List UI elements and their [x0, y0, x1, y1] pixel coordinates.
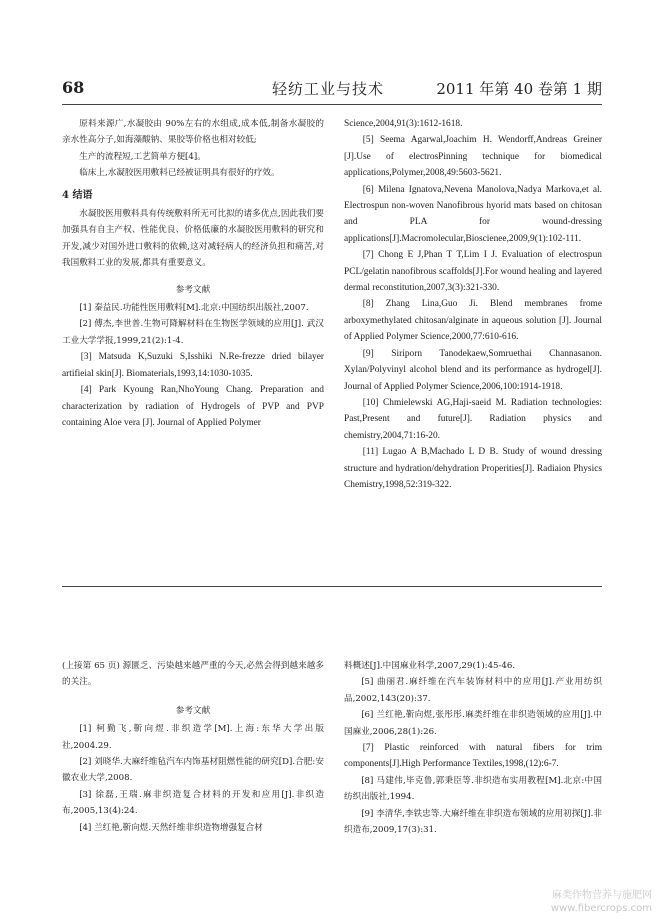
running-header	[62, 78, 602, 100]
top-left-column	[62, 116, 324, 431]
reference-continued: Science,2004,91(3):1612-1618.	[344, 119, 463, 129]
reference-item: [2] 刘晓华.大麻纤维毡汽车内饰基材阻燃性能的研究[D].合肥:安徽农业大学,2008.	[62, 757, 324, 784]
reference-item: [2] 傅杰,李世普.生物可降解材料在生物医学领域的应用[J]. 武汉工业大学学报,1999,21(2):1-4.	[62, 319, 324, 346]
journal-title: 轻纺工业与技术	[272, 80, 385, 98]
issue-info: 2011 年第 40 卷第 1 期	[436, 80, 602, 98]
reference-item: [7] Plastic reinforced with natural fibers for trim components[J].High Performance Textiles,1998,(12):6-7.	[344, 743, 602, 770]
section-heading: 4 结语	[62, 189, 93, 201]
bottom-right-column	[344, 658, 602, 838]
reference-item: [5] 曲丽君.麻纤维在汽车装饰材料中的应用[J].产业用纺织品,2002,143(20):37.	[344, 677, 602, 704]
reference-continued: 料概述[J].中国麻业科学,2007,29(1):45-46.	[344, 661, 516, 671]
references-heading: 参考文献	[175, 705, 211, 716]
reference-item: [3] Matsuda K,Suzuki S,Isshiki N.Re-frezze dried bilayer artifieial skin[J]. Biomaterials,1993,14:1030-1035.	[62, 352, 324, 379]
bottom-left-column	[62, 658, 324, 836]
reference-item: [5] Seema Agarwal,Joachim H. Wendorff,Andreas Greiner [J].Use of electrosPinning technique for biomedical applications,Polymer,2008,49:5603-5621.	[344, 135, 602, 179]
paragraph: 原料来源广,水凝胶由 90%左右的水组成,成本低,制备水凝胶的亲水性高分子,如海藻酸钠、果胶等价格也相对较低;	[62, 119, 324, 146]
watermark-url: www.fibercrops.com	[550, 903, 652, 914]
reference-item: [11] Lugao A B,Machado L D B. Study of wound dressing structure and hydration/dehydration Properities[J]. Radiaion Physics Chemistry,1998,52:319-322.	[344, 447, 602, 490]
reference-item: [1] 柯勤飞,靳向煜.非织造学[M].上海:东华大学出版社,2004.29.	[62, 724, 324, 751]
top-right-column	[344, 116, 602, 493]
paragraph: 生产的流程短,工艺简单方便[4]。	[79, 151, 206, 162]
continued-paragraph: (上接第 65 页) 源匮乏、污染越来越严重的今天,必然会得到越来越多的关注。	[62, 661, 324, 688]
reference-item: [10] Chmielewski AG,Haji-saeid M. Radiation technologies: Past,Present and future[J]. Radiation physics and chemistry,2004,71:16-20.	[344, 397, 602, 441]
header-rule	[62, 104, 602, 105]
reference-item: [3] 徐磊,王瑞.麻非织造复合材料的开发和应用[J].非织造布,2005,13(4):24.	[62, 789, 324, 817]
paragraph: 临床上,水凝胶医用敷料已经被证明具有很好的疗效。	[79, 168, 280, 179]
watermark	[551, 889, 652, 915]
page-number: 68	[62, 78, 85, 97]
reference-item: [9] Siriporn Tanodekaew,Somruethai Channasanon. Xylan/Polyvinyl alcohol blend and its performance as hydrogel[J]. Journal of Applied Polymer Science,2006,100:1914-1918.	[344, 348, 602, 392]
references-heading: 参考文献	[175, 284, 211, 295]
conclusion-paragraph: 水凝胶医用敷料具有传统敷料所无可比拟的诸多优点,因此我们要加强具有自主产权、性能优良、价格低廉的水凝胶医用敷料的研究和开发,减少对国外进口敷料的依赖,这对减轻病人的经济负担和痛苦,对我国敷料工业的发展,都具有重要意义。	[62, 209, 324, 269]
reference-item: [8] 马建伟,毕克鲁,郭秉臣等.非织造布实用教程[M].北京:中国纺织出版社,1994.	[344, 775, 602, 803]
section-divider	[62, 586, 602, 587]
reference-item: [6] 兰红艳,靳向煜,张彤彤.麻类纤维在非织造领域的应用[J].中国麻业,2006,28(1):26.	[344, 710, 602, 737]
reference-item: [4] Park Kyoung Ran,NhoYoung Chang. Preparation and characterization by radiation of Hydrogels of PVP and PVP containing Aloe vera [J]. Journal of Applied Polymer	[62, 385, 324, 428]
reference-item: [7] Chong E J,Phan T T,Lim I J. Evaluation of electrospun PCL/gelatin nanofibrous scaffolds[J].For wound healing and layered dermal reconstitution,2007,3(3):321-330.	[344, 250, 602, 294]
watermark-text: 麻类作物营养与施肥网	[552, 890, 652, 901]
reference-item: [9] 李清华,李铁忠等.大麻纤维在非织造布领域的应用初探[J].非织造布,2009,17(3):31.	[344, 808, 602, 836]
reference-item: [6] Milena Ignatova,Nevena Manolova,Nadya Markova,et al. Electrospun non-woven Nanofibrous hyorid mats based on chitosan and PLA for wound-dressing applications[J].Macromolecular,Bioscienee,2009,9(1):102-111.	[344, 184, 602, 244]
reference-item: [1] 秦益民.功能性医用敷料[M].北京:中国纺织出版社,2007.	[79, 303, 309, 314]
reference-item: [4] 兰红艳,靳向煜.天然纤维非织造物增强复合材	[79, 822, 263, 833]
reference-item: [8] Zhang Lina,Guo Ji. Blend membranes frome arboxymethylated chitosan/alginate in aqueous solution [J]. Journal of Applied Polymer Science,2000,77:610-616.	[344, 299, 602, 343]
